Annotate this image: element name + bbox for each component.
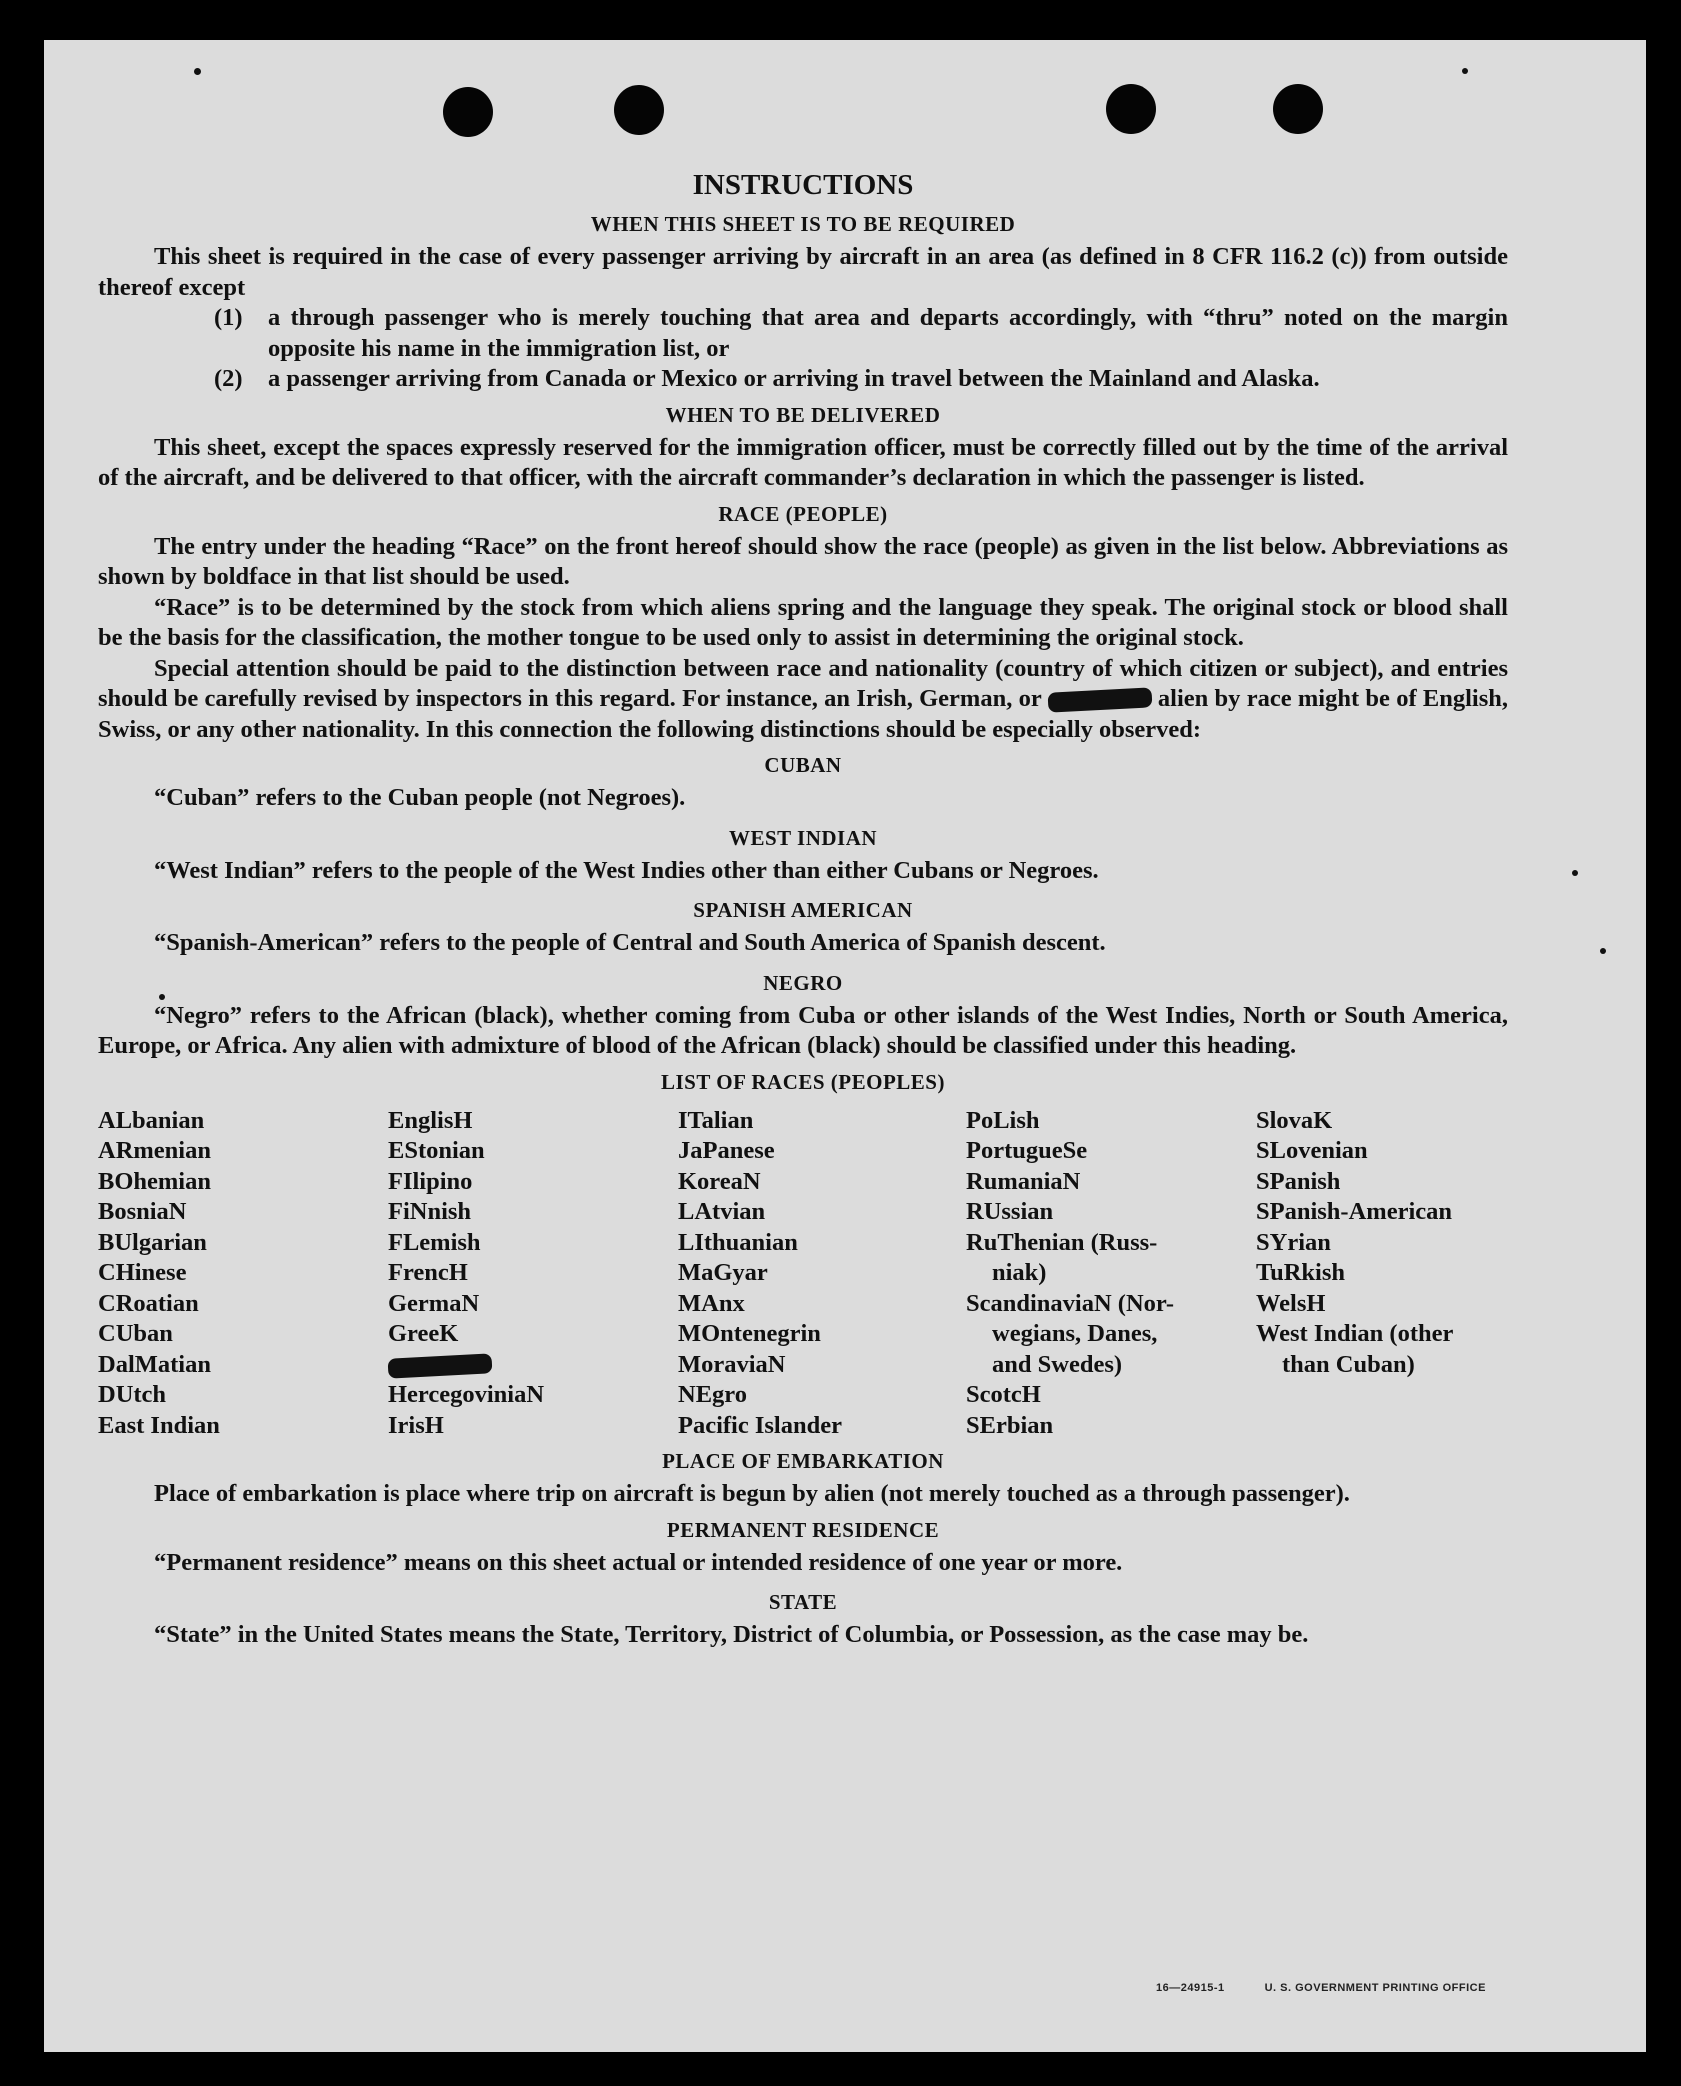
- race-entry: NEgro: [678, 1381, 747, 1408]
- heading-list-of-races: LIST OF RACES (PEOPLES): [661, 1069, 945, 1094]
- race-entry: EStonian: [388, 1137, 485, 1164]
- race-entry: ALbanian: [98, 1106, 205, 1134]
- race-entry: East Indian: [98, 1411, 220, 1439]
- race-entry: FLemish: [388, 1228, 481, 1256]
- state-text: “State” in the United States means the State, Territory, District of Columbia, or Possession, as the case may be.: [154, 1621, 1309, 1648]
- race-entry: WelsH: [1256, 1289, 1326, 1317]
- heading-cuban: CUBAN: [764, 753, 842, 777]
- punch-hole: [614, 85, 664, 135]
- race-entry: BosniaN: [98, 1198, 187, 1225]
- page-title: INSTRUCTIONS: [692, 169, 914, 201]
- list-item-number: (1): [214, 304, 243, 331]
- list-item: [98, 303, 1508, 364]
- race-entry: West Indian (other: [1256, 1320, 1454, 1347]
- form-number: 16—24915-1: [1156, 1982, 1225, 1994]
- punch-hole: [1273, 84, 1323, 134]
- race-entry: TuRkish: [1256, 1259, 1346, 1286]
- race-paragraph-1: The entry under the heading “Race” on the front hereof should show the race (people) as given in the list below. Abbreviations as shown by boldface in that list should be used.: [98, 532, 1508, 590]
- race-entry: SPanish-American: [1256, 1198, 1452, 1225]
- heading-residence: PERMANENT RESIDENCE: [666, 1517, 940, 1542]
- punch-hole: [443, 87, 493, 137]
- race-entry: FiNnish: [388, 1198, 472, 1225]
- document-sheet: [44, 40, 1646, 2052]
- speck: [194, 68, 201, 75]
- race-entry: BOhemian: [98, 1167, 211, 1195]
- race-entry: ScotcH: [966, 1381, 1041, 1408]
- heading-when-delivered: WHEN TO BE DELIVERED: [665, 402, 941, 427]
- race-entry: LIthuanian: [678, 1228, 798, 1256]
- races-list: [98, 1106, 1508, 1442]
- races-column: [966, 1106, 1256, 1442]
- race-entry: IrisH: [388, 1411, 444, 1439]
- race-entry: EnglisH: [388, 1106, 473, 1134]
- race-entry: ITalian: [678, 1106, 754, 1134]
- race-entry: SPanish: [1256, 1167, 1341, 1195]
- race-entry: ARmenian: [98, 1137, 211, 1164]
- race-paragraph-3-start: Special attention should be paid to the distinction between race and nationality (country of which citizen or subject), and entries should be carefully revised by inspectors in this regard. For instance, an Irish, German, or: [98, 654, 1508, 712]
- instructions-content: [98, 166, 1508, 1651]
- race-entry: CUban: [98, 1320, 173, 1347]
- race-entry: JaPanese: [678, 1137, 775, 1164]
- race-entry: SYrian: [1256, 1228, 1331, 1256]
- race-entry: PoLish: [966, 1106, 1040, 1134]
- redaction-mark: [1047, 688, 1152, 713]
- race-entry: wegians, Danes,: [992, 1320, 1158, 1347]
- spanish-american-text: “Spanish-American” refers to the people of Central and South America of Spanish descent.: [154, 929, 1106, 956]
- race-entry: CRoatian: [98, 1289, 199, 1317]
- race-entry: niak): [992, 1259, 1047, 1286]
- race-entry-redacted: [388, 1350, 678, 1381]
- race-entry: MaGyar: [678, 1259, 768, 1286]
- races-column: [1256, 1106, 1506, 1442]
- negro-text: “Negro” refers to the African (black), whether coming from Cuba or other islands of the West Indies, North or South America, Europe, or Africa. Any alien with admixture of blood of the African (black) should be classified under this heading.: [98, 1001, 1508, 1059]
- race-entry: RUssian: [966, 1198, 1054, 1225]
- race-entry: MOntenegrin: [678, 1320, 821, 1347]
- race-entry: DalMatian: [98, 1350, 211, 1378]
- list-item-text: a through passenger who is merely touching that area and departs accordingly, with “thru” noted on the margin opposite his name in the immigration list, or: [268, 304, 1508, 362]
- race-paragraph-3: [98, 654, 1508, 746]
- heading-state: STATE: [768, 1590, 838, 1614]
- race-entry: FIlipino: [388, 1167, 473, 1195]
- race-entry: GermaN: [388, 1289, 480, 1317]
- redaction-mark: [388, 1353, 493, 1378]
- races-column: [388, 1106, 678, 1442]
- list-item-number: (2): [214, 365, 243, 392]
- heading-race: RACE (PEOPLE): [718, 501, 888, 526]
- embarkation-text: Place of embarkation is place where trip on aircraft is begun by alien (not merely touched as a through passenger).: [154, 1480, 1350, 1507]
- race-entry: ScandinaviaN (Nor-: [966, 1289, 1175, 1317]
- race-entry: DUtch: [98, 1381, 167, 1408]
- race-entry: KoreaN: [678, 1167, 761, 1195]
- when-required-intro: This sheet is required in the case of every passenger arriving by aircraft in an area (as defined in 8 CFR 116.2 (c)) from outside thereof except: [98, 243, 1508, 301]
- race-entry: SErbian: [966, 1411, 1054, 1439]
- race-paragraph-3-end: alien by race might be of English, Swiss, or any other nationality. In this connection the following distinctions should be especially observed:: [98, 685, 1509, 743]
- race-entry: HercegoviniaN: [388, 1381, 545, 1408]
- punch-hole: [1106, 84, 1156, 134]
- heading-negro: NEGRO: [763, 970, 843, 995]
- race-entry: SlovaK: [1256, 1106, 1333, 1134]
- cuban-text: “Cuban” refers to the Cuban people (not Negroes).: [154, 784, 686, 811]
- heading-when-required: WHEN THIS SHEET IS TO BE REQUIRED: [590, 212, 1016, 236]
- race-paragraph-2: “Race” is to be determined by the stock from which aliens spring and the language they speak. The original stock or blood shall be the basis for the classification, the mother tongue to be used only to assist in determining the original stock.: [98, 593, 1508, 651]
- race-entry: BUlgarian: [98, 1228, 207, 1256]
- race-entry: PortugueSe: [966, 1137, 1088, 1164]
- list-item: [98, 364, 1508, 395]
- race-entry: GreeK: [388, 1320, 459, 1347]
- residence-text: “Permanent residence” means on this sheet actual or intended residence of one year or more.: [154, 1548, 1123, 1576]
- speck: [1462, 68, 1468, 74]
- printer-credit: U. S. GOVERNMENT PRINTING OFFICE: [1264, 1982, 1486, 1994]
- heading-spanish-american: SPANISH AMERICAN: [693, 898, 913, 922]
- race-entry: MAnx: [678, 1289, 745, 1317]
- race-entry: and Swedes): [992, 1350, 1123, 1378]
- speck: [1572, 870, 1578, 876]
- race-entry: RumaniaN: [966, 1167, 1081, 1195]
- race-entry: than Cuban): [1282, 1350, 1415, 1378]
- races-column: [98, 1106, 388, 1442]
- heading-west-indian: WEST INDIAN: [728, 825, 878, 850]
- race-entry: FrencH: [388, 1259, 468, 1286]
- list-item-text: a passenger arriving from Canada or Mexico or arriving in travel between the Mainland and Alaska.: [268, 365, 1320, 392]
- heading-embarkation: PLACE OF EMBARKATION: [662, 1449, 944, 1473]
- race-entry: Pacific Islander: [678, 1411, 842, 1439]
- race-entry: LAtvian: [678, 1198, 766, 1225]
- west-indian-text: “West Indian” refers to the people of the West Indies other than either Cubans or Negroes.: [154, 856, 1099, 884]
- races-column: [678, 1106, 966, 1442]
- race-entry: MoraviaN: [678, 1350, 786, 1378]
- speck: [1600, 948, 1606, 954]
- race-entry: CHinese: [98, 1259, 187, 1286]
- race-entry: RuThenian (Russ-: [966, 1228, 1158, 1256]
- race-entry: SLovenian: [1256, 1137, 1368, 1164]
- footer: [1156, 1982, 1526, 1994]
- when-delivered-text: This sheet, except the spaces expressly reserved for the immigration officer, must be correctly filled out by the time of the arrival of the aircraft, and be delivered to that officer, with the aircraft commander’s declaration in which the passenger is listed.: [98, 433, 1508, 491]
